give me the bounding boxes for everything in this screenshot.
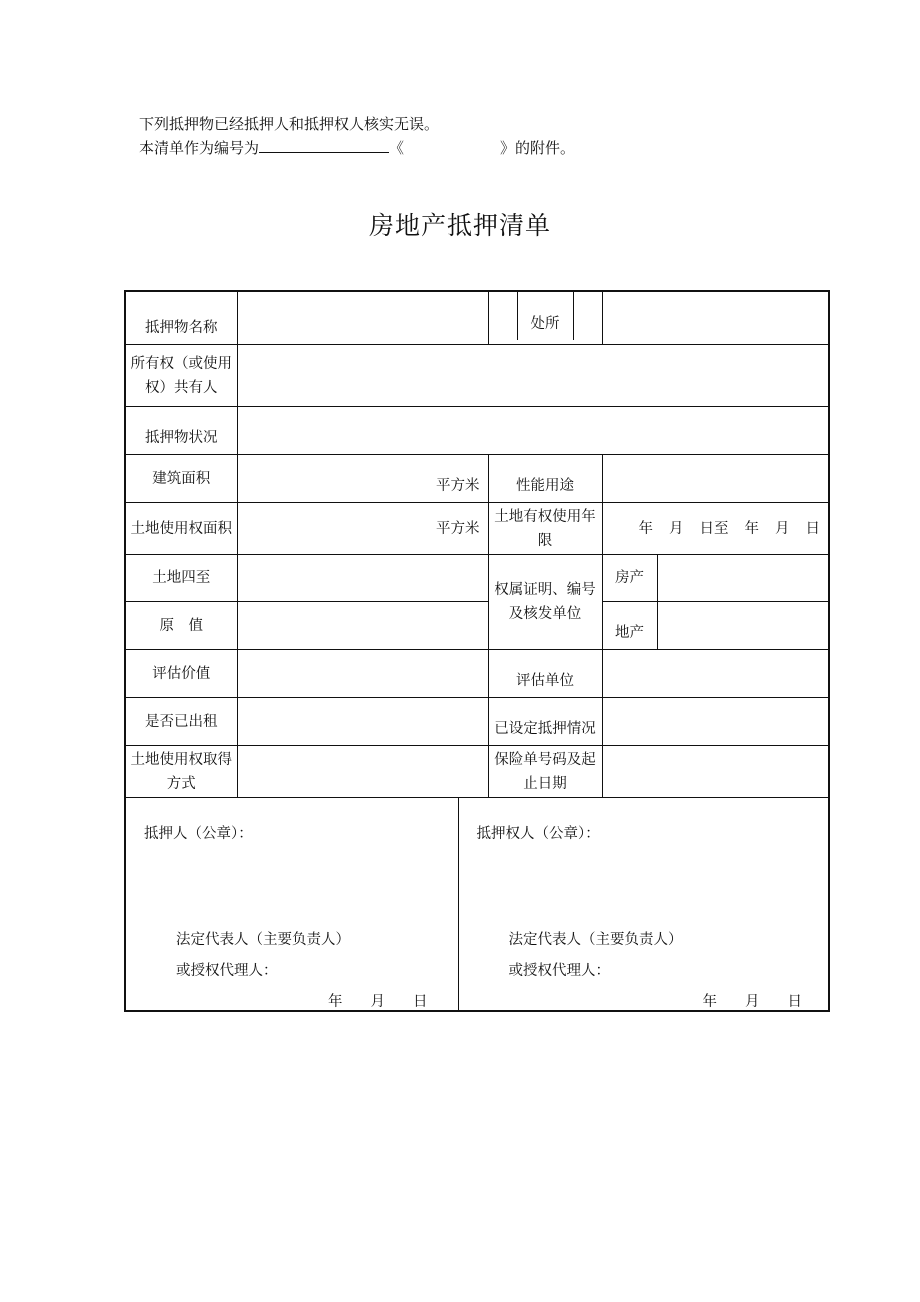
owner-label: 所有权（或使用权）共有人	[125, 345, 237, 407]
appraiser-field[interactable]	[602, 650, 829, 698]
rented-label: 是否已出租	[125, 698, 237, 746]
intro-line-1: 下列抵押物已经抵押人和抵押权人核实无误。	[139, 115, 440, 133]
term-month: 月	[669, 520, 684, 537]
mortgagor-month: 月	[370, 994, 385, 1010]
insurance-field[interactable]	[602, 746, 829, 798]
house-field[interactable]	[657, 555, 829, 602]
building-area-label: 建筑面积	[125, 455, 237, 503]
appraiser-label: 评估单位	[488, 650, 602, 698]
term-day-2: 日	[805, 520, 820, 537]
land-term-label: 土地有权使用年限	[488, 503, 602, 555]
mortgagor-signature-block[interactable]	[125, 798, 458, 1012]
certificate-label: 权属证明、编号及核发单位	[488, 555, 602, 650]
mortgagor-day: 日	[413, 994, 428, 1010]
mortgagor-legal-rep-label: 法定代表人（主要负责人）	[176, 932, 350, 948]
status-label: 抵押物状况	[125, 407, 237, 455]
appraised-value-field[interactable]	[237, 650, 488, 698]
land-use-area-field[interactable]	[237, 503, 488, 555]
page-title: 房地产抵押清单	[368, 211, 551, 240]
land-field[interactable]	[657, 602, 829, 650]
building-area-field[interactable]	[237, 455, 488, 503]
owner-field[interactable]	[237, 345, 829, 407]
usage-field[interactable]	[602, 455, 829, 503]
existing-mortgage-label: 已设定抵押情况	[488, 698, 602, 746]
land-label: 地产	[602, 602, 657, 650]
mortgagee-signature-block[interactable]	[458, 798, 829, 1012]
usage-label: 性能用途	[488, 455, 602, 503]
term-day-to: 日至	[699, 520, 729, 537]
house-label: 房产	[602, 555, 657, 602]
location-field[interactable]	[602, 291, 829, 345]
land-term-field[interactable]	[602, 503, 829, 555]
name-field[interactable]	[237, 291, 488, 345]
land-use-area-unit: 平方米	[436, 520, 480, 537]
mortgagee-year: 年	[702, 994, 717, 1010]
name-label: 抵押物名称	[125, 291, 237, 345]
mortgagee-day: 日	[787, 994, 802, 1010]
location-cell	[488, 291, 602, 345]
mortgage-list-table	[124, 290, 830, 1012]
appraised-value-label: 评估价值	[125, 650, 237, 698]
land-boundary-field[interactable]	[237, 555, 488, 602]
land-boundary-label: 土地四至	[125, 555, 237, 602]
mortgagor-agent-label: 或授权代理人：	[176, 963, 278, 979]
rented-field[interactable]	[237, 698, 488, 746]
intro-open-bracket: 《	[389, 139, 405, 157]
mortgagor-seal-label: 抵押人（公章）：	[144, 826, 253, 842]
location-label: 处所	[530, 316, 560, 332]
land-use-area-label: 土地使用权面积	[125, 503, 237, 555]
intro-close: 》的附件。	[500, 139, 576, 157]
status-field[interactable]	[237, 407, 829, 455]
existing-mortgage-field[interactable]	[602, 698, 829, 746]
land-acquisition-label: 土地使用权取得方式	[125, 746, 237, 798]
intro-prefix: 本清单作为编号为	[139, 139, 260, 157]
intro-line-2	[139, 138, 575, 158]
mortgagee-legal-rep-label: 法定代表人（主要负责人）	[508, 932, 683, 948]
mortgagee-date	[703, 990, 803, 1014]
original-value-label: 原 值	[125, 602, 237, 650]
term-year: 年	[638, 520, 653, 537]
mortgagee-seal-label: 抵押权人（公章）：	[476, 826, 600, 842]
land-acquisition-field[interactable]	[237, 746, 488, 798]
term-year-2: 年	[744, 520, 759, 537]
mortgagee-agent-label: 或授权代理人：	[508, 963, 610, 979]
original-value-field[interactable]	[237, 602, 488, 650]
term-month-2: 月	[775, 520, 790, 537]
building-area-unit: 平方米	[436, 478, 480, 494]
contract-number-blank[interactable]	[259, 138, 389, 153]
mortgagor-date	[328, 990, 428, 1014]
mortgagor-year: 年	[328, 994, 343, 1010]
insurance-label: 保险单号码及起止日期	[488, 746, 602, 798]
mortgagee-month: 月	[745, 994, 760, 1010]
